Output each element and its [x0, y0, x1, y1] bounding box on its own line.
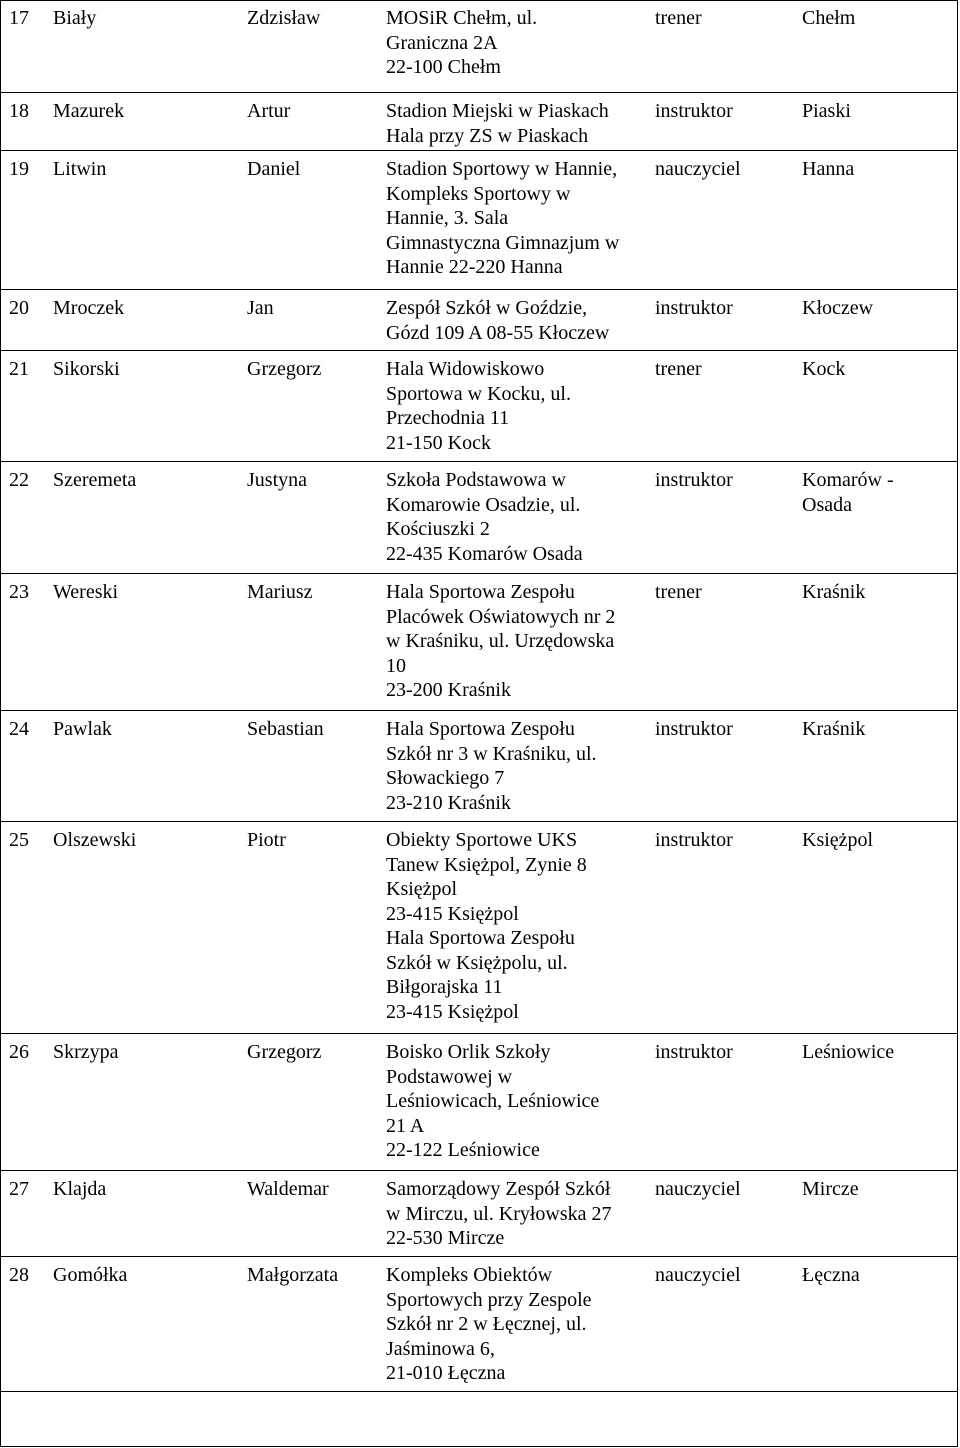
first-name: Grzegorz [247, 358, 322, 380]
first-name: Artur [247, 100, 291, 122]
venue: Kompleks Obiektów Sportowych przy Zespole Szkół nr 2 w Łęcznej, ul. Jaśminowa 6, 21-010 Łęczna [386, 1264, 592, 1384]
table-row [0, 150, 958, 289]
venue: Boisko Orlik Szkoły Podstawowej w Leśniowicach, Leśniowice 21 A 22-122 Leśniowice [386, 1041, 600, 1161]
city: Kock [802, 358, 846, 380]
row-number: 25 [9, 829, 29, 851]
venue: Obiekty Sportowe UKS Tanew Księżpol, Zynie 8 Księżpol 23-415 Księżpol Hala Sportowa Zespołu Szkół w Księżpolu, ul. Biłgorajska 11 23-415 Księżpol [386, 829, 587, 1023]
row-number: 19 [9, 158, 29, 180]
city: Hanna [802, 158, 855, 180]
row-number: 22 [9, 469, 29, 491]
role: trener [655, 581, 702, 603]
role: instruktor [655, 829, 733, 851]
role: instruktor [655, 1041, 733, 1063]
surname: Wereski [53, 581, 119, 603]
role: nauczyciel [655, 158, 741, 180]
venue: MOSiR Chełm, ul. Graniczna 2A 22-100 Chełm [386, 7, 538, 78]
city: Łęczna [802, 1264, 860, 1286]
table-row [0, 821, 958, 1033]
city: Mircze [802, 1178, 859, 1200]
first-name: Justyna [247, 469, 307, 491]
table-row [0, 461, 958, 573]
table-row-empty [0, 1391, 958, 1447]
row-number: 26 [9, 1041, 29, 1063]
first-name: Waldemar [247, 1178, 329, 1200]
surname: Mroczek [53, 297, 125, 319]
venue: Samorządowy Zespół Szkół w Mirczu, ul. Kryłowska 27 22-530 Mircze [386, 1178, 612, 1249]
surname: Pawlak [53, 718, 112, 740]
table-row [0, 1033, 958, 1170]
city: Księżpol [802, 829, 874, 851]
surname: Skrzypa [53, 1041, 119, 1063]
first-name: Jan [247, 297, 274, 319]
role: instruktor [655, 718, 733, 740]
row-number: 27 [9, 1178, 29, 1200]
first-name: Piotr [247, 829, 286, 851]
table-row [0, 92, 958, 150]
row-number: 20 [9, 297, 29, 319]
table-row [0, 1256, 958, 1391]
surname: Sikorski [53, 358, 120, 380]
first-name: Grzegorz [247, 1041, 322, 1063]
city: Kłoczew [802, 297, 874, 319]
role: trener [655, 7, 702, 29]
table-row [0, 0, 958, 92]
row-number: 17 [9, 7, 29, 29]
venue: Stadion Miejski w Piaskach Hala przy ZS w Piaskach [386, 100, 609, 147]
surname: Mazurek [53, 100, 125, 122]
surname: Gomółka [53, 1264, 128, 1286]
table-row [0, 573, 958, 710]
first-name: Małgorzata [247, 1264, 339, 1286]
row-number: 24 [9, 718, 29, 740]
table-row [0, 350, 958, 461]
role: nauczyciel [655, 1178, 741, 1200]
surname: Olszewski [53, 829, 137, 851]
row-number: 28 [9, 1264, 29, 1286]
role: trener [655, 358, 702, 380]
venue: Szkoła Podstawowa w Komarowie Osadzie, ul. Kościuszki 2 22-435 Komarów Osada [386, 469, 583, 565]
row-number: 23 [9, 581, 29, 603]
table-row [0, 289, 958, 350]
venue: Hala Sportowa Zespołu Placówek Oświatowych nr 2 w Kraśniku, ul. Urzędowska 10 23-200 Kraśnik [386, 581, 616, 701]
venue: Stadion Sportowy w Hannie, Kompleks Sportowy w Hannie, 3. Sala Gimnastyczna Gimnazjum w Hannie 22-220 Hanna [386, 158, 620, 278]
venue: Hala Sportowa Zespołu Szkół nr 3 w Kraśniku, ul. Słowackiego 7 23-210 Kraśnik [386, 718, 597, 814]
city: Leśniowice [802, 1041, 895, 1063]
venue: Zespół Szkół w Goździe, Gózd 109 A 08-55 Kłoczew [386, 297, 610, 344]
role: instruktor [655, 469, 733, 491]
first-name: Zdzisław [247, 7, 321, 29]
city: Kraśnik [802, 581, 866, 603]
first-name: Daniel [247, 158, 301, 180]
city: Komarów - Osada [802, 469, 894, 516]
city: Piaski [802, 100, 851, 122]
role: instruktor [655, 100, 733, 122]
venue: Hala Widowiskowo Sportowa w Kocku, ul. Przechodnia 11 21-150 Kock [386, 358, 571, 454]
surname: Klajda [53, 1178, 107, 1200]
surname: Litwin [53, 158, 107, 180]
row-number: 18 [9, 100, 29, 122]
city: Chełm [802, 7, 856, 29]
first-name: Mariusz [247, 581, 313, 603]
first-name: Sebastian [247, 718, 324, 740]
table-row [0, 1170, 958, 1256]
role: nauczyciel [655, 1264, 741, 1286]
surname: Biały [53, 7, 97, 29]
surname: Szeremeta [53, 469, 137, 491]
table-row [0, 710, 958, 821]
row-number: 21 [9, 358, 29, 380]
city: Kraśnik [802, 718, 866, 740]
role: instruktor [655, 297, 733, 319]
